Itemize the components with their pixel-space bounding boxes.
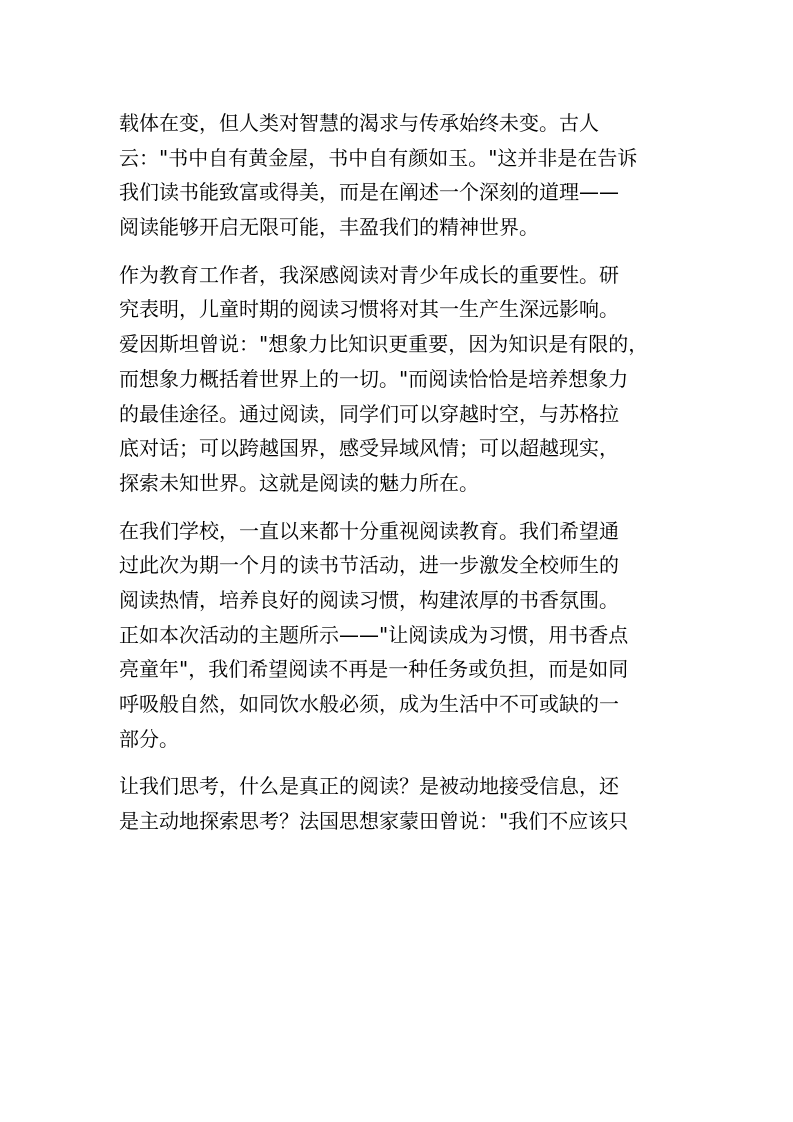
text-line: 的最佳途径。通过阅读，同学们可以穿越时空，与苏格拉 xyxy=(119,401,619,426)
text-line: 在我们学校，一直以来都十分重视阅读教育。我们希望通 xyxy=(119,518,619,543)
text-line: 我们读书能致富或得美，而是在阐述一个深刻的道理—— xyxy=(119,180,619,205)
text-line: 云："书中自有黄金屋，书中自有颜如玉。"这并非是在告诉 xyxy=(119,145,638,170)
text-line: 让我们思考，什么是真正的阅读？是被动地接受信息，还 xyxy=(119,774,619,799)
text-line: 探索未知世界。这就是阅读的魅力所在。 xyxy=(119,470,479,495)
text-line: 阅读能够开启无限可能，丰盈我们的精神世界。 xyxy=(119,215,539,240)
paragraph-3 xyxy=(119,514,694,757)
paragraph-1 xyxy=(119,106,694,245)
text-line: 是主动地探索思考？法国思想家蒙田曾说："我们不应该只 xyxy=(119,809,629,834)
body-text xyxy=(119,106,694,852)
text-line: 过此次为期一个月的读书节活动，进一步激发全校师生的 xyxy=(119,553,619,578)
text-line: 亮童年"，我们希望阅读不再是一种任务或负担，而是如同 xyxy=(119,657,629,682)
text-line: 爱因斯坦曾说："想象力比知识更重要，因为知识是有限的， xyxy=(119,332,649,357)
text-line: 作为教育工作者，我深感阅读对青少年成长的重要性。研 xyxy=(119,262,619,287)
text-line: 载体在变，但人类对智慧的渴求与传承始终未变。古人 xyxy=(119,111,599,135)
paragraph-4 xyxy=(119,769,694,838)
text-line: 而想象力概括着世界上的一切。"而阅读恰恰是培养想象力 xyxy=(119,366,629,391)
text-line: 正如本次活动的主题所示——"让阅读成为习惯，用书香点 xyxy=(119,622,629,647)
text-line: 究表明，儿童时期的阅读习惯将对其一生产生深远影响。 xyxy=(119,297,619,322)
text-line: 阅读热情，培养良好的阅读习惯，构建浓厚的书香氛围。 xyxy=(119,587,619,612)
text-line: 部分。 xyxy=(119,726,179,751)
text-line: 底对话；可以跨越国界，感受异域风情；可以超越现实， xyxy=(119,436,619,461)
paragraph-2 xyxy=(119,258,694,501)
text-line: 呼吸般自然，如同饮水般必须，成为生活中不可或缺的一 xyxy=(119,692,619,716)
